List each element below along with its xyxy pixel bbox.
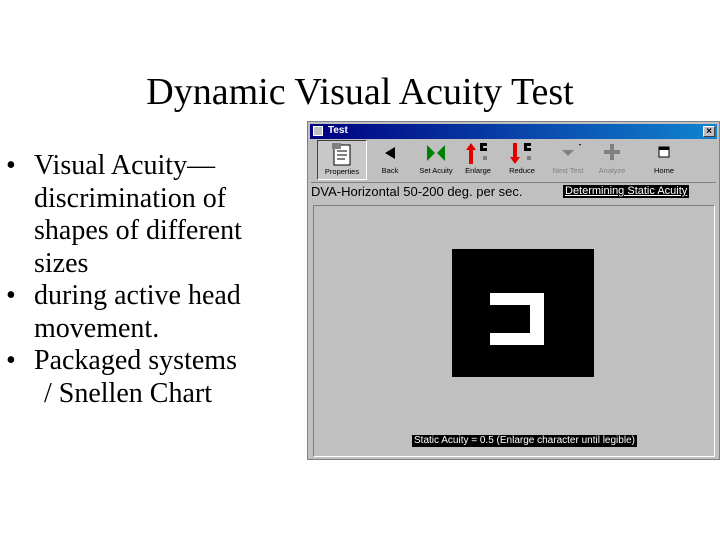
toolbar-label: Set Acuity (419, 166, 453, 175)
enlarge-button[interactable] (453, 140, 503, 180)
bullet-dot: • (6, 150, 16, 181)
enlarge-icon (453, 140, 503, 166)
test-name: DVA-Horizontal 50-200 deg. per sec. (311, 184, 523, 199)
properties-button[interactable] (317, 140, 367, 180)
bullet-dot: • (6, 345, 16, 376)
home-icon (639, 140, 689, 166)
bullet-line: discrimination of (34, 182, 227, 214)
bullet-item (6, 345, 296, 410)
toolbar (311, 138, 716, 183)
toolbar-label: Enlarge (465, 166, 491, 175)
optotype-c-icon (486, 289, 558, 349)
toolbar-label: Properties (324, 167, 360, 176)
test-display (313, 205, 715, 457)
bullet-item (6, 150, 296, 280)
bullet-list (6, 150, 296, 410)
toolbar-label: Reduce (509, 166, 535, 175)
next-test-icon (543, 140, 593, 166)
bullet-dot: • (6, 280, 16, 311)
bullet-line: movement. (34, 312, 160, 344)
status-line: Static Acuity = 0.5 (Enlarge character until legible) (414, 435, 635, 446)
back-arrow-icon (365, 140, 415, 166)
bullet-line: Packaged systems (34, 345, 237, 376)
home-button[interactable] (639, 140, 689, 180)
properties-icon (318, 141, 366, 167)
bullet-line: shapes of different (34, 215, 242, 246)
analyze-button[interactable] (587, 140, 637, 180)
window-title: Test (328, 125, 348, 136)
back-button[interactable] (365, 140, 415, 180)
bullet-line: sizes (34, 247, 89, 279)
close-button[interactable]: × (703, 126, 715, 137)
bullet-line: / Snellen Chart (44, 377, 212, 409)
analyze-icon (587, 140, 637, 166)
toolbar-label: Analyze (598, 166, 626, 175)
reduce-icon (497, 140, 547, 166)
bullet-line: Visual Acuity— (34, 150, 216, 181)
bullet-item (6, 280, 296, 345)
target-box (452, 249, 594, 377)
reduce-button[interactable] (497, 140, 547, 180)
toolbar-label: Home (653, 166, 674, 175)
bullet-line: during active head (34, 280, 241, 311)
test-header (311, 183, 713, 200)
window-titlebar[interactable] (310, 124, 717, 139)
toolbar-label: Back (381, 166, 399, 175)
toolbar-label: Next Test (552, 166, 584, 175)
app-icon (313, 126, 323, 136)
next-test-button[interactable] (543, 140, 593, 180)
slide-title: Dynamic Visual Acuity Test (146, 71, 574, 113)
mode-indicator: Determining Static Acuity (565, 185, 688, 197)
test-window (307, 121, 720, 460)
